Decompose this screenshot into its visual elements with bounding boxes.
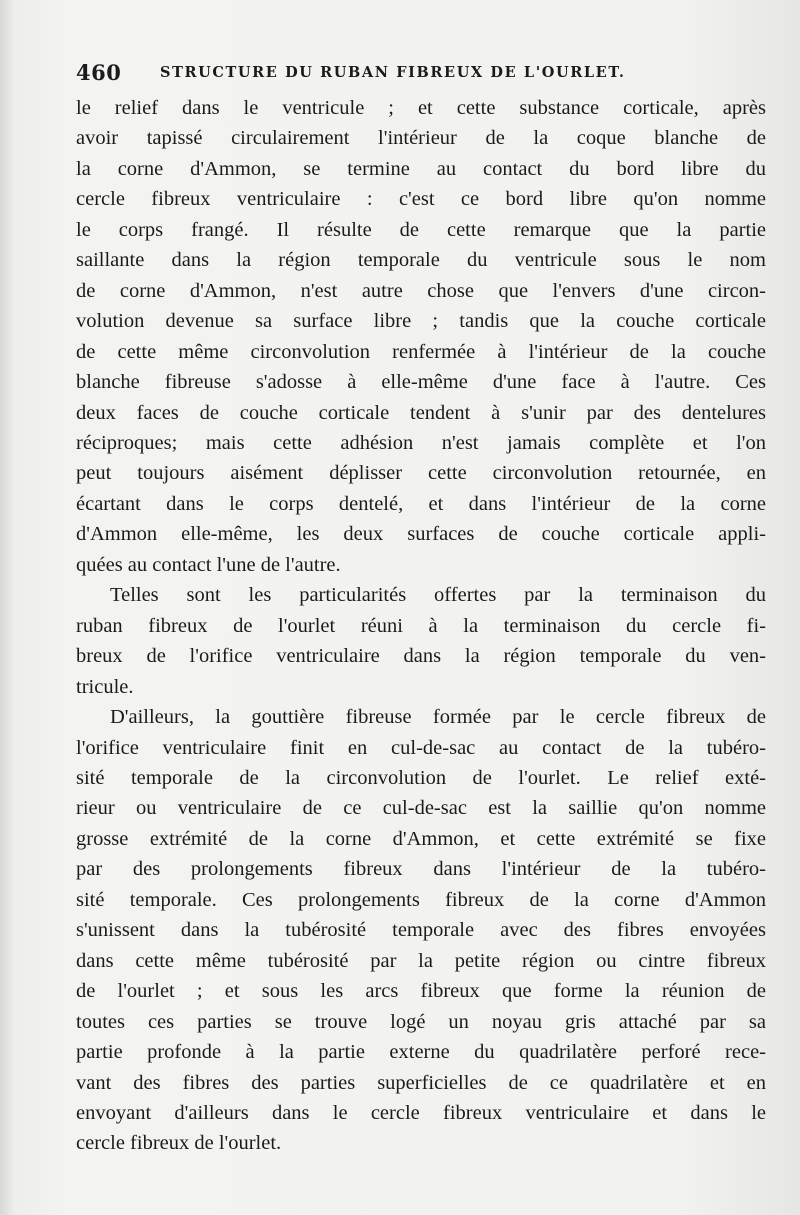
text-line: d'Ammon elle-même, les deux surfaces de couche corticale appli- [76,523,766,546]
paragraph-3 [76,702,766,1159]
text-line: grosse extrémité de la corne d'Ammon, et cette extrémité se fixe [76,827,766,850]
text-line: vant des fibres des parties superficielles de ce quadrilatère et en [76,1071,766,1094]
text-line: dans cette même tubérosité par la petite région ou cintre fibreux [76,949,766,972]
paragraph-2 [76,580,766,702]
text-line: l'orifice ventriculaire finit en cul-de-sac au contact de la tubéro- [76,736,766,759]
text-line: D'ailleurs, la gouttière fibreuse formée par le cercle fibreux de [110,706,766,729]
text-line: breux de l'orifice ventriculaire dans la région temporale du ven- [76,645,766,668]
text-line: rieur ou ventriculaire de ce cul-de-sac est la saillie qu'on nomme [76,797,766,820]
text-line: le corps frangé. Il résulte de cette remarque que la partie [76,218,766,241]
text-line: tricule. [76,675,134,698]
text-line: sité temporale de la circonvolution de l'ourlet. Le relief exté- [76,766,766,789]
text-line: partie profonde à la partie externe du quadrilatère perforé rece- [76,1041,766,1064]
text-line: blanche fibreuse s'adosse à elle-même d'une face à l'autre. Ces [76,371,766,394]
page-header [76,60,766,92]
text-line: quées au contact l'une de l'autre. [76,553,341,576]
text-line: réciproques; mais cette adhésion n'est jamais complète et l'on [76,431,766,454]
text-line: sité temporale. Ces prolongements fibreux de la corne d'Ammon [76,888,766,911]
text-line: envoyant d'ailleurs dans le cercle fibreux ventriculaire et dans le [76,1101,766,1124]
body-text [76,93,766,1159]
text-line: le relief dans le ventricule ; et cette substance corticale, après [76,97,766,119]
spine-shadow [0,0,14,1215]
text-line: Telles sont les particularités offertes par la terminaison du [110,584,766,607]
text-line: de corne d'Ammon, n'est autre chose que l'envers d'une circon- [76,279,766,302]
text-line: volution devenue sa surface libre ; tandis que la couche corticale [76,310,766,333]
text-line: par des prolongements fibreux dans l'intérieur de la tubéro- [76,858,766,881]
text-line: écartant dans le corps dentelé, et dans l'intérieur de la corne [76,492,766,515]
page-number: 460 [76,60,122,85]
paragraph-1 [76,93,766,580]
running-title: STRUCTURE DU RUBAN FIBREUX DE L'OURLET. [160,64,626,81]
text-line: avoir tapissé circulairement l'intérieur de la coque blanche de [76,127,766,150]
text-line: cercle fibreux de l'ourlet. [76,1132,282,1155]
text-line: s'unissent dans la tubérosité temporale avec des fibres envoyées [76,919,766,942]
text-line: de l'ourlet ; et sous les arcs fibreux que forme la réunion de [76,980,766,1003]
text-line: la corne d'Ammon, se termine au contact du bord libre du [76,157,766,180]
text-line: toutes ces parties se trouve logé un noyau gris attaché par sa [76,1010,766,1033]
text-line: deux faces de couche corticale tendent à s'unir par des dentelures [76,401,766,424]
text-line: saillante dans la région temporale du ventricule sous le nom [76,249,766,272]
text-line: de cette même circonvolution renfermée à l'intérieur de la couche [76,340,766,363]
text-line: ruban fibreux de l'ourlet réuni à la terminaison du cercle fi- [76,614,766,637]
text-line: cercle fibreux ventriculaire : c'est ce bord libre qu'on nomme [76,188,766,211]
text-line: peut toujours aisément déplisser cette circonvolution retournée, en [76,462,766,485]
